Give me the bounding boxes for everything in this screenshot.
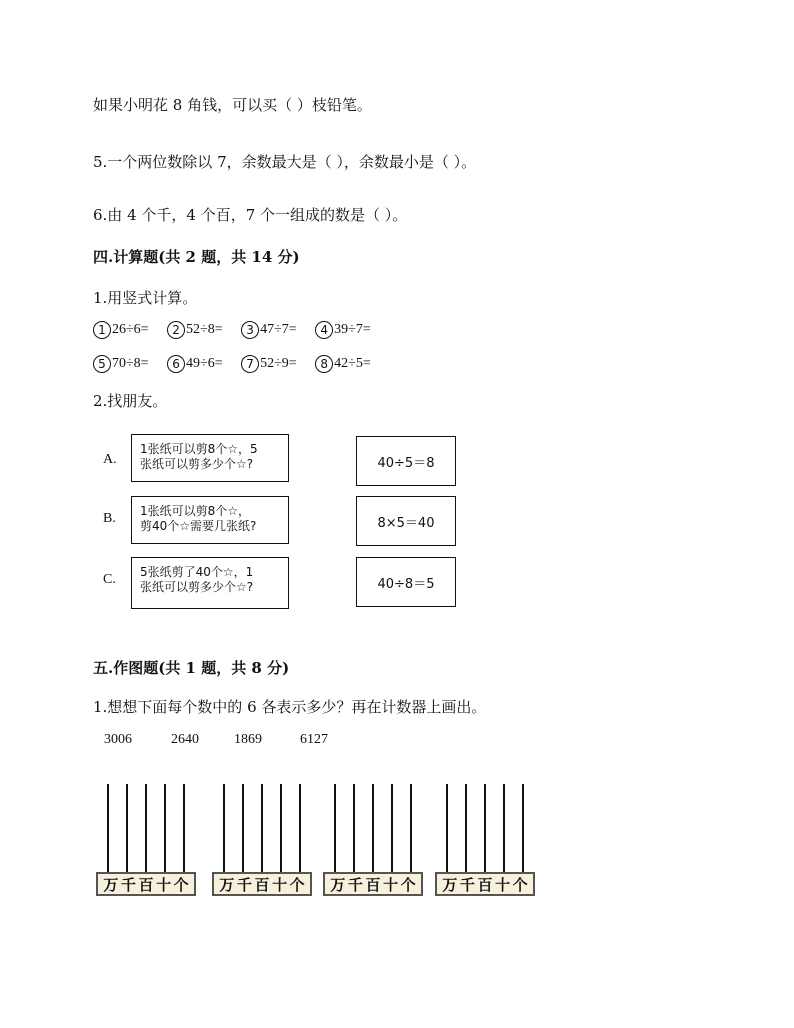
abacus-rod[interactable] [372, 784, 374, 872]
calc-question-2-prompt: 2.找朋友。 [93, 392, 168, 410]
abacus-base [96, 872, 196, 896]
section-5-heading: 五.作图题(共 1 题，共 8 分) [93, 659, 290, 677]
number-1869: 1869 [234, 732, 262, 747]
question-6: 6.由 4 个千，4 个百，7 个一组成的数是（ ）。 [93, 206, 408, 224]
word-problem-line: 剪40个☆需要几张纸? [140, 519, 257, 533]
circled-number: 3 [241, 321, 259, 339]
abacus-rod[interactable] [465, 784, 467, 872]
abacus-rod[interactable] [107, 784, 109, 872]
calc-item [167, 355, 223, 373]
abacus-rod[interactable] [522, 784, 524, 872]
abacus-counter-3[interactable] [323, 784, 427, 904]
place-label: 十 [495, 875, 511, 894]
calc-row-1 [93, 321, 385, 339]
circled-number: 8 [315, 355, 333, 373]
circled-number: 1 [93, 321, 111, 339]
question-4-continuation: 如果小明花 8 角钱，可以买（ ）枝铅笔。 [93, 96, 372, 114]
number-2640: 2640 [171, 732, 199, 747]
word-problem-line: 张纸可以剪多少个☆? [140, 457, 254, 471]
abacus-counter-4[interactable] [435, 784, 539, 904]
abacus-rod[interactable] [242, 784, 244, 872]
abacus-rod[interactable] [410, 784, 412, 872]
abacus-counter-1[interactable] [96, 784, 200, 904]
calc-row-2 [93, 355, 385, 373]
abacus-rod[interactable] [446, 784, 448, 872]
place-label: 千 [236, 875, 252, 894]
calc-expression: 47÷7= [260, 322, 297, 337]
word-problem-line: 5张纸剪了40个☆，1 [140, 565, 254, 579]
calc-expression: 52÷9= [260, 356, 297, 371]
calc-expression: 26÷6= [112, 322, 149, 337]
pair-letter-a: A. [103, 452, 117, 467]
abacus-rod[interactable] [183, 784, 185, 872]
place-label: 十 [156, 875, 172, 894]
word-problem-box-a[interactable] [131, 434, 289, 482]
number-6127: 6127 [300, 732, 328, 747]
place-label: 百 [365, 875, 381, 894]
abacus-counter-2[interactable] [212, 784, 316, 904]
circled-number: 7 [241, 355, 259, 373]
place-label: 个 [289, 875, 305, 894]
calc-expression: 42÷5= [334, 356, 371, 371]
place-label: 千 [120, 875, 136, 894]
calc-expression: 39÷7= [334, 322, 371, 337]
place-label: 十 [383, 875, 399, 894]
place-label: 万 [103, 875, 119, 894]
circled-number: 2 [167, 321, 185, 339]
number-3006: 3006 [104, 732, 132, 747]
abacus-base [435, 872, 535, 896]
calc-expression: 52÷8= [186, 322, 223, 337]
place-label: 个 [173, 875, 189, 894]
abacus-base [323, 872, 423, 896]
calc-question-1-prompt: 1.用竖式计算。 [93, 289, 198, 307]
word-problem-line: 1张纸可以剪8个☆，5 [140, 442, 258, 456]
place-label: 万 [442, 875, 458, 894]
word-problem-box-c[interactable] [131, 557, 289, 609]
place-label: 百 [138, 875, 154, 894]
abacus-base [212, 872, 312, 896]
abacus-rod[interactable] [261, 784, 263, 872]
calc-item [241, 321, 297, 339]
abacus-rod[interactable] [503, 784, 505, 872]
calc-expression: 70÷8= [112, 356, 149, 371]
pair-letter-b: B. [103, 511, 116, 526]
place-label: 万 [330, 875, 346, 894]
word-problem-line: 1张纸可以剪8个☆， [140, 504, 251, 518]
question-5: 5.一个两位数除以 7，余数最大是（ ），余数最小是（ ）。 [93, 153, 477, 171]
circled-number: 6 [167, 355, 185, 373]
abacus-rod[interactable] [223, 784, 225, 872]
calc-item [93, 355, 149, 373]
circled-number: 4 [315, 321, 333, 339]
abacus-rod[interactable] [334, 784, 336, 872]
abacus-rod[interactable] [126, 784, 128, 872]
calc-item [93, 321, 149, 339]
calc-item [315, 355, 371, 373]
abacus-rod[interactable] [145, 784, 147, 872]
place-label: 千 [459, 875, 475, 894]
word-problem-box-b[interactable] [131, 496, 289, 544]
section-4-heading: 四.计算题(共 2 题，共 14 分) [93, 248, 300, 266]
calc-item [167, 321, 223, 339]
calc-expression: 49÷6= [186, 356, 223, 371]
place-label: 个 [512, 875, 528, 894]
place-label: 万 [219, 875, 235, 894]
place-label: 个 [400, 875, 416, 894]
equation-box-1[interactable]: 40÷5＝8 [356, 436, 456, 486]
abacus-rod[interactable] [164, 784, 166, 872]
place-label: 十 [272, 875, 288, 894]
circled-number: 5 [93, 355, 111, 373]
calc-item [241, 355, 297, 373]
place-label: 千 [347, 875, 363, 894]
abacus-rod[interactable] [299, 784, 301, 872]
abacus-rod[interactable] [353, 784, 355, 872]
place-label: 百 [254, 875, 270, 894]
abacus-rod[interactable] [391, 784, 393, 872]
calc-item [315, 321, 371, 339]
pair-letter-c: C. [103, 572, 116, 587]
abacus-rod[interactable] [484, 784, 486, 872]
equation-box-3[interactable]: 40÷8＝5 [356, 557, 456, 607]
word-problem-line: 张纸可以剪多少个☆? [140, 580, 254, 594]
drawing-question-1-prompt: 1.想想下面每个数中的 6 各表示多少？再在计数器上画出。 [93, 698, 487, 716]
abacus-rod[interactable] [280, 784, 282, 872]
place-label: 百 [477, 875, 493, 894]
equation-box-2[interactable]: 8×5＝40 [356, 496, 456, 546]
